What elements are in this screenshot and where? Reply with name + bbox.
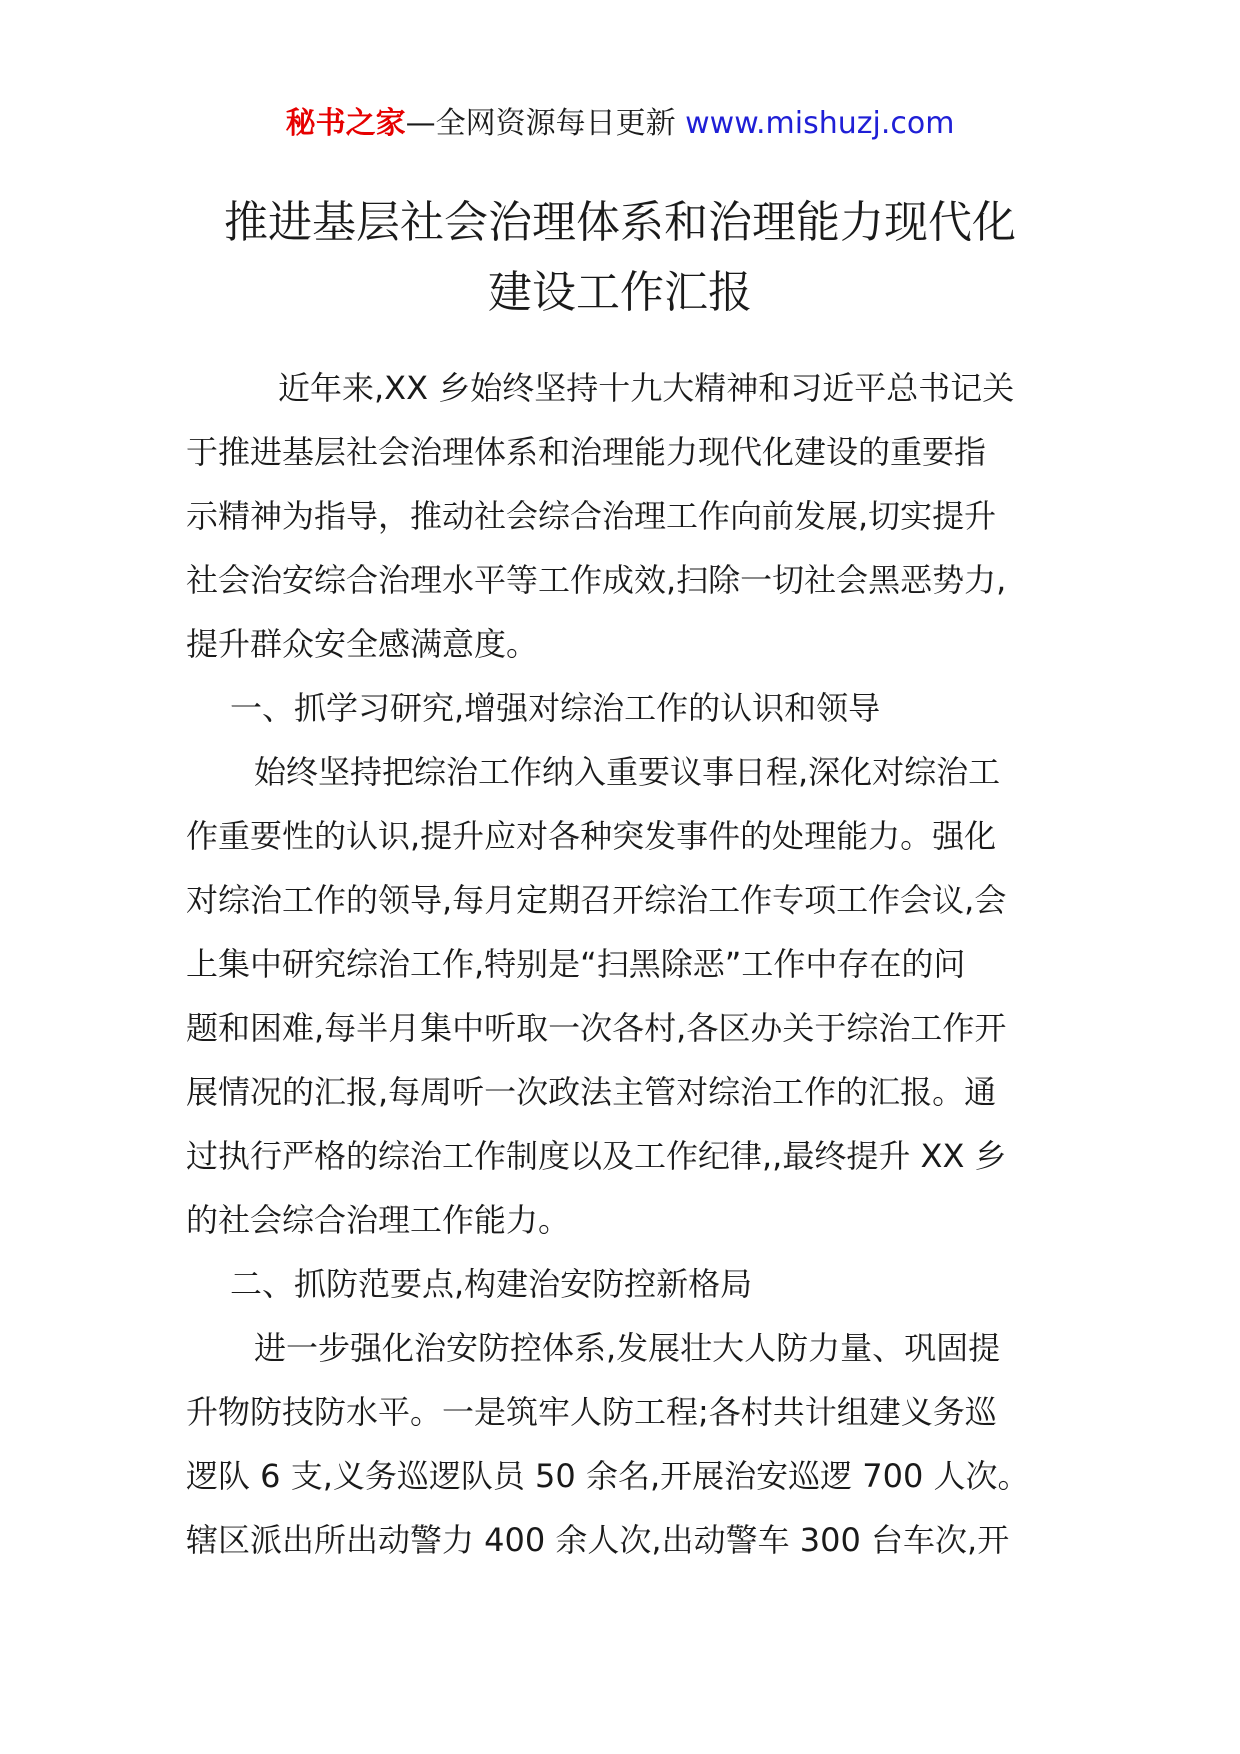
title-line-2: 建设工作汇报: [488, 267, 752, 318]
section-1-heading: [186, 676, 1056, 740]
paragraph-line: 的社会综合治理工作能力。: [186, 1201, 571, 1239]
paragraph-line: 近年来,XX 乡始终坚持十九大精神和习近平总书记关: [278, 369, 1015, 407]
paragraph-line: 社会治安综合治理水平等工作成效,扫除一切社会黑恶势力,: [186, 561, 1007, 599]
paragraph-line: 辖区派出所出动警力 400 余人次,出动警车 300 台车次,开: [186, 1521, 1010, 1559]
section-heading: 二、抓防范要点,构建治安防控新格局: [230, 1265, 753, 1303]
paragraph-line: 升物防技防水平。一是筑牢人防工程;各村共计组建义务巡: [186, 1393, 997, 1431]
paragraph-line: 上集中研究综治工作,特别是“扫黑除恶”工作中存在的问: [186, 945, 966, 983]
paragraph-line: 始终坚持把综治工作纳入重要议事日程,深化对综治工: [254, 753, 1001, 791]
paragraph-line: 于推进基层社会治理体系和治理能力现代化建设的重要指: [186, 433, 987, 471]
paragraph-line: 作重要性的认识,提升应对各种突发事件的处理能力。强化: [186, 817, 997, 855]
title-line-1: 推进基层社会治理体系和治理能力现代化: [224, 197, 1016, 248]
website-link[interactable]: www.mishuzj.com: [685, 106, 955, 141]
paragraph-line: 对综治工作的领导,每月定期召开综治工作专项工作会议,会: [186, 881, 1007, 919]
page-header: [0, 104, 1240, 144]
section-2-heading: [186, 1252, 1056, 1316]
intro-paragraph: [186, 356, 1056, 676]
section-2-paragraph: [186, 1316, 1056, 1572]
paragraph-line: 过执行严格的综治工作制度以及工作纪律,,最终提升 XX 乡: [186, 1137, 1007, 1175]
paragraph-line: 示精神为指导，推动社会综合治理工作向前发展,切实提升: [186, 497, 997, 535]
paragraph-line: 逻队 6 支,义务巡逻队员 50 余名,开展治安巡逻 700 人次。: [186, 1457, 1030, 1495]
paragraph-line: 展情况的汇报,每周听一次政法主管对综治工作的汇报。通: [186, 1073, 997, 1111]
paragraph-line: 提升群众安全感满意度。: [186, 625, 539, 663]
document-title: [150, 188, 1090, 328]
section-heading: 一、抓学习研究,增强对综治工作的认识和领导: [230, 689, 881, 727]
section-1-paragraph: [186, 740, 1056, 1252]
document-body: [186, 356, 1056, 1572]
paragraph-line: 题和困难,每半月集中听取一次各村,各区办关于综治工作开: [186, 1009, 1007, 1047]
brand-name: 秘书之家: [285, 106, 406, 141]
paragraph-line: 进一步强化治安防控体系,发展壮大人防力量、巩固提: [254, 1329, 1001, 1367]
header-slogan: —全网资源每日更新: [405, 106, 676, 141]
